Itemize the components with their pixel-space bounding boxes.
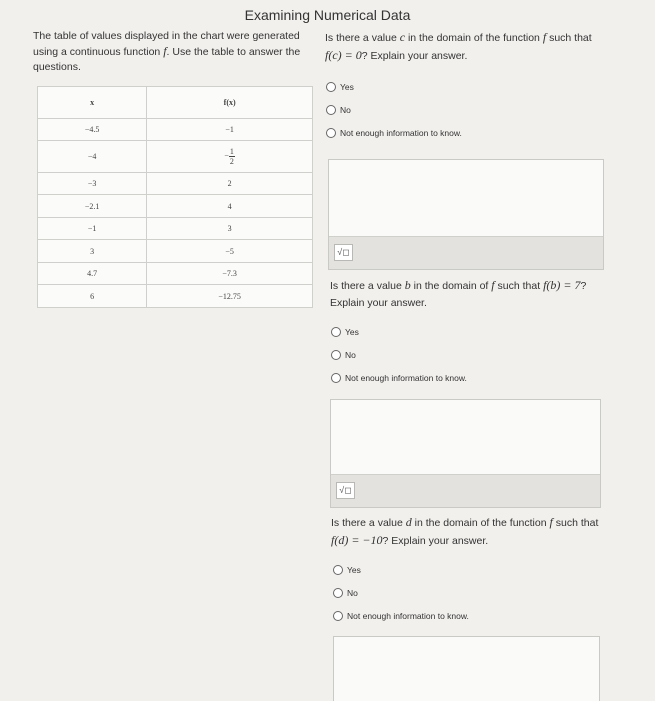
- radio-button[interactable]: [331, 373, 341, 383]
- fraction: $\frac{1}{2}$: [229, 147, 234, 167]
- table-row: −4.5 −1: [38, 118, 313, 141]
- question-3: Is there a value d in the domain of the function f such that f(d) = −10? Explain your answer.: [331, 515, 599, 547]
- q2-option-no[interactable]: No: [331, 350, 356, 360]
- q1-answer-box[interactable]: [328, 159, 604, 270]
- radio-button[interactable]: [326, 105, 336, 115]
- square-root-icon[interactable]: √◻: [336, 482, 355, 499]
- q2-answer-box[interactable]: [330, 399, 601, 508]
- intro-text: The table of values displayed in the chart were generated using a continuous function f. Use the table to answer the questions.: [33, 30, 301, 73]
- q3-option-no[interactable]: No: [333, 588, 358, 598]
- radio-button[interactable]: [333, 565, 343, 575]
- radio-button[interactable]: [333, 611, 343, 621]
- table-header-fx: f(x): [147, 87, 313, 119]
- page-title: Examining Numerical Data: [244, 7, 411, 23]
- table-row: 4.7 −7.3: [38, 262, 313, 285]
- table-row: 6 −12.75: [38, 285, 313, 308]
- q3-answer-box[interactable]: [333, 636, 600, 701]
- table-row: 3 −5: [38, 240, 313, 263]
- radio-button[interactable]: [333, 588, 343, 598]
- question-1: Is there a value c in the domain of the function f such that f(c) = 0? Explain your answer.: [325, 30, 592, 62]
- table-row: −4 − $\frac{1}{2}$: [38, 141, 313, 173]
- q1-option-yes[interactable]: Yes: [326, 82, 354, 92]
- table-row: −1 3: [38, 217, 313, 240]
- q2-option-yes[interactable]: Yes: [331, 327, 359, 337]
- q3-option-yes[interactable]: Yes: [333, 565, 361, 575]
- square-root-icon[interactable]: √◻: [334, 244, 353, 261]
- answer-toolbar: [329, 236, 603, 269]
- table-row: −3 2: [38, 172, 313, 195]
- radio-button[interactable]: [331, 327, 341, 337]
- answer-toolbar: [331, 474, 600, 507]
- radio-button[interactable]: [326, 128, 336, 138]
- question-2: Is there a value b in the domain of f such that f(b) = 7? Explain your answer.: [330, 278, 587, 309]
- table-row: −2.1 4: [38, 195, 313, 218]
- radio-button[interactable]: [331, 350, 341, 360]
- q1-option-no[interactable]: No: [326, 105, 351, 115]
- q1-option-not-enough[interactable]: Not enough information to know.: [326, 128, 462, 138]
- table-header-x: x: [38, 87, 147, 119]
- radio-button[interactable]: [326, 82, 336, 92]
- values-table: [37, 86, 313, 308]
- q2-option-not-enough[interactable]: Not enough information to know.: [331, 373, 467, 383]
- q3-option-not-enough[interactable]: Not enough information to know.: [333, 611, 469, 621]
